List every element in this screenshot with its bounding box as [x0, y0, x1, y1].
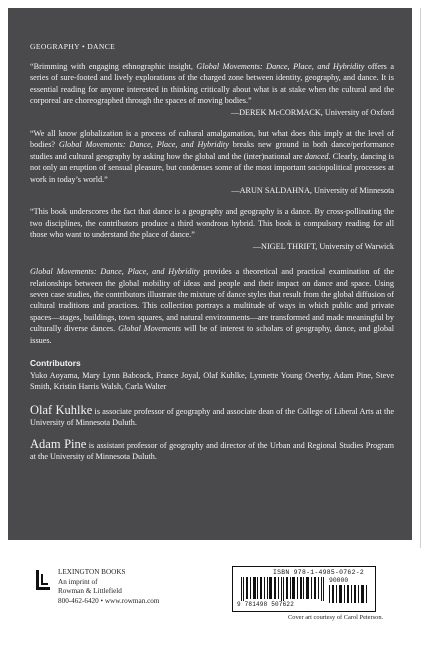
- author-bio-1: [30, 402, 394, 429]
- contributors-heading: Contributors: [30, 357, 81, 368]
- book-title: Global Movements: Dance, Place, and Hybridity: [30, 267, 200, 277]
- back-cover-content: [30, 42, 394, 472]
- quote-3: [30, 206, 394, 240]
- category-label: GEOGRAPHY • DANCE: [30, 42, 116, 51]
- publisher-info: [58, 568, 159, 606]
- imprint-line: An imprint of: [58, 577, 98, 586]
- quote-1: [30, 61, 394, 107]
- publisher-name: LEXINGTON BOOKS: [58, 568, 126, 576]
- parent-publisher: Rowman & Littlefield: [58, 587, 122, 596]
- cover-edge-line: [420, 8, 421, 548]
- isbn-barcode: [232, 566, 376, 612]
- isbn-text: ISBN 978-1-4985-0762-2: [273, 569, 364, 576]
- emphasis: danced: [304, 151, 329, 161]
- quote-text: “Brimming with engaging ethnographic insight,: [30, 62, 197, 71]
- publisher-block: [36, 568, 159, 606]
- book-title: Global Movements: [118, 324, 182, 334]
- author-name: Olaf Kuhlke: [30, 402, 93, 417]
- book-title: Global Movements: Dance, Place, and Hybridity: [58, 140, 229, 150]
- quote-text: . Clearly, dancing is not only an eruption of sensual pleasure, but condenses some of the most important sociopolitical processes at work in today’s world.”: [30, 151, 394, 184]
- cover-art-credit: Cover art courtesy of Carol Peterson.: [288, 614, 384, 621]
- publisher-contact: 800-462-6420 • www.rowman.com: [58, 596, 160, 605]
- book-description: [30, 266, 394, 346]
- contributors-list: Yuko Aoyama, Mary Lynn Babcock, France Joyal, Olaf Kuhlke, Lynnette Young Overby, Adam Pine, Steve Smith, Kristin Harris Walsh, Carla Walter: [30, 370, 394, 392]
- description-text: will be of interest to scholars of geography, dance, and global issues.: [30, 324, 395, 345]
- lexington-logo-icon: [36, 570, 50, 590]
- quote-2: [30, 128, 394, 185]
- bio-text: is assistant professor of geography and director of the Urban and Regional Studies Program at the University of Minnesota Duluth.: [30, 440, 394, 461]
- price-code: 90000: [329, 577, 349, 584]
- back-cover-panel: [8, 8, 412, 540]
- addon-barcode-bars: [329, 585, 369, 603]
- quote-text: offers a series of sure-footed and lively explorations of the charged zone between identity, geography, and dance. It is essential reading for anyone interested in thinking critically about what is at stake when the cultural and the corporeal are choreographed through the spaces of moving bodies.”: [30, 62, 394, 106]
- book-title: Global Movements: Dance, Place, and Hybridity: [196, 62, 365, 71]
- quote-1-attribution: —DEREK McCORMACK, University of Oxford: [230, 107, 394, 117]
- quote-text: “This book underscores the fact that dance is a geography and geography is a dance. By cross-pollinating the two disciplines, the contributors produce a third wondrous hybrid. This book is compulsory reading for all those who want to understand the place of dance.”: [30, 207, 394, 240]
- quote-3-attribution: —NIGEL THRIFT, University of Warwick: [252, 241, 394, 251]
- ean-barcode-bars: [241, 577, 325, 601]
- description-text: provides a theoretical and practical examination of the relationships between the global mobility of ideas and people and their impact on dance and space. Using seven case studies, the contributors illustrate the mixture of dance styles that result from the global diffusion of cultural traditions and practices. This collection portrays a multitude of ways in which public and private spaces—stages, buildings, town squares, and natural environments—are transformed and made meaningful by culturally diverse dances.: [30, 267, 394, 334]
- quote-text: breaks new ground in both dance/performance studies and cultural geography by asking how the global and the (inter)national are: [30, 140, 395, 161]
- ean-digits: 9 781498 507622: [237, 601, 295, 608]
- author-name: Adam Pine: [30, 436, 87, 451]
- quote-text: “We all know globalization is a process of cultural amalgamation, but what does this imply at the level of bodies?: [30, 129, 394, 150]
- author-bio-2: [30, 436, 394, 463]
- bio-text: is associate professor of geography and associate dean of the College of Liberal Arts at the University of Minnesota Duluth.: [30, 406, 394, 428]
- quote-2-attribution: —ARUN SALDAHNA, University of Minnesota: [231, 186, 394, 196]
